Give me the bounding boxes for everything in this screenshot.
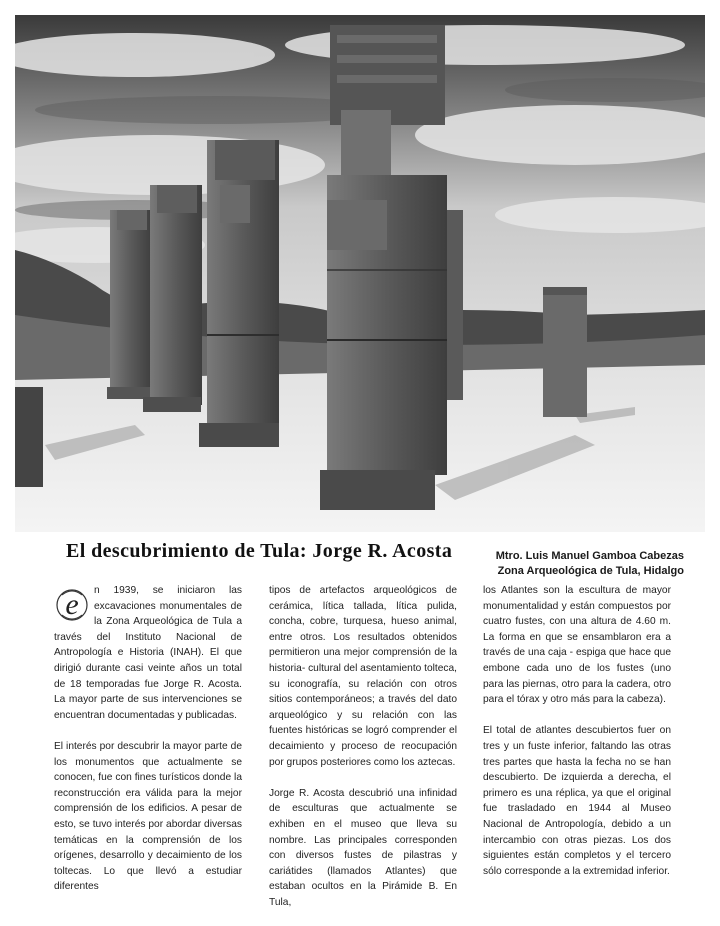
paragraph: tipos de artefactos arqueológicos de cerámica, lítica tallada, lítica pulida, concha, cobre, turquesa, hueso animal, entre otros. Los resultados obtenidos permitieron una mejor comprensión de la historia- cultural del asentamiento tolteca, su iconografía, su relación con otros sitios contemporáneos; a través del dato arqueológico y su relación con las fuentes históricas se logró comprender el decaimiento y proceso de reocupación por grupos posteriores como los aztecas. bbox=[269, 585, 458, 768]
atlante-4 bbox=[320, 25, 447, 510]
author-affiliation: Zona Arqueológica de Tula, Hidalgo bbox=[497, 565, 684, 577]
text-column-2 bbox=[269, 583, 457, 926]
atlante-1 bbox=[107, 210, 155, 399]
drop-cap: e bbox=[54, 585, 90, 625]
paragraph: e n 1939, se iniciaron las excavaciones monumentales de la Zona Arqueológica de Tula a través del Instituto Nacional de Antropología e Historia (INAH). El que dirigió durante casi veinte años un total de 18 temporadas fue Jorge R. Acosta. La mayor parte de sus intervenciones se encuentran documentadas y publicadas. bbox=[54, 585, 242, 721]
left-block bbox=[15, 387, 43, 487]
author-name: Mtro. Luis Manuel Gamboa Cabezas bbox=[495, 550, 684, 562]
atlante-2 bbox=[143, 185, 202, 412]
article-title: El descubrimiento de Tula: Jorge R. Acosta bbox=[66, 540, 453, 562]
atlantes-photo bbox=[15, 15, 705, 532]
paragraph: El total de atlantes descubiertos fuer on tres y un fuste inferior, faltando las otras tres partes que hasta la fecha no se han descubierto. De izquierda a derecha, el primero es una réplica, ya que el original fue trasladado en 1944 al Museo Nacional de Antropología, debido a un intercambio con otras piezas. Los dos siguientes están completos y el tercero sólo corresponde a la extremidad inferior. bbox=[483, 725, 671, 877]
paragraph: Jorge R. Acosta descubrió una infinidad de esculturas que actualmente se exhiben en el museo que lleva su nombre. Las principales corresponden con diversos fustes de pilastras y cariátides (llamados Atlantes) que estaban ocultos en la Pirámide B. En Tula, bbox=[269, 787, 457, 908]
right-column bbox=[543, 287, 587, 417]
atlante-3 bbox=[199, 140, 279, 447]
text-column-3 bbox=[483, 583, 671, 895]
paragraph: los Atlantes son la escultura de mayor monumentalidad y están compuestos por cuatro fustes, con una altura de 4.60 m. La forma en que se ensamblaron era a través de una caja - espiga que hace que embone cada uno de los fustes (uno para las piernas, otro para la cadera, otro para el tórax y otro más para la cabeza). bbox=[483, 585, 671, 706]
text-column-1 bbox=[54, 583, 242, 910]
byline bbox=[470, 549, 684, 579]
paragraph: El interés por descubrir la mayor parte de los monumentos que actualmente se conocen, fue con fines turísticos donde la reconstrucción era válida para la mejor comprensión de los edificios. A pesar de esto, se tuvo interés por abordar diversas temáticas en la comprensión de los orígenes, desarrollo y decaimiento de los toltecas. Lo que llevó a estudiar diferentes bbox=[54, 740, 242, 893]
